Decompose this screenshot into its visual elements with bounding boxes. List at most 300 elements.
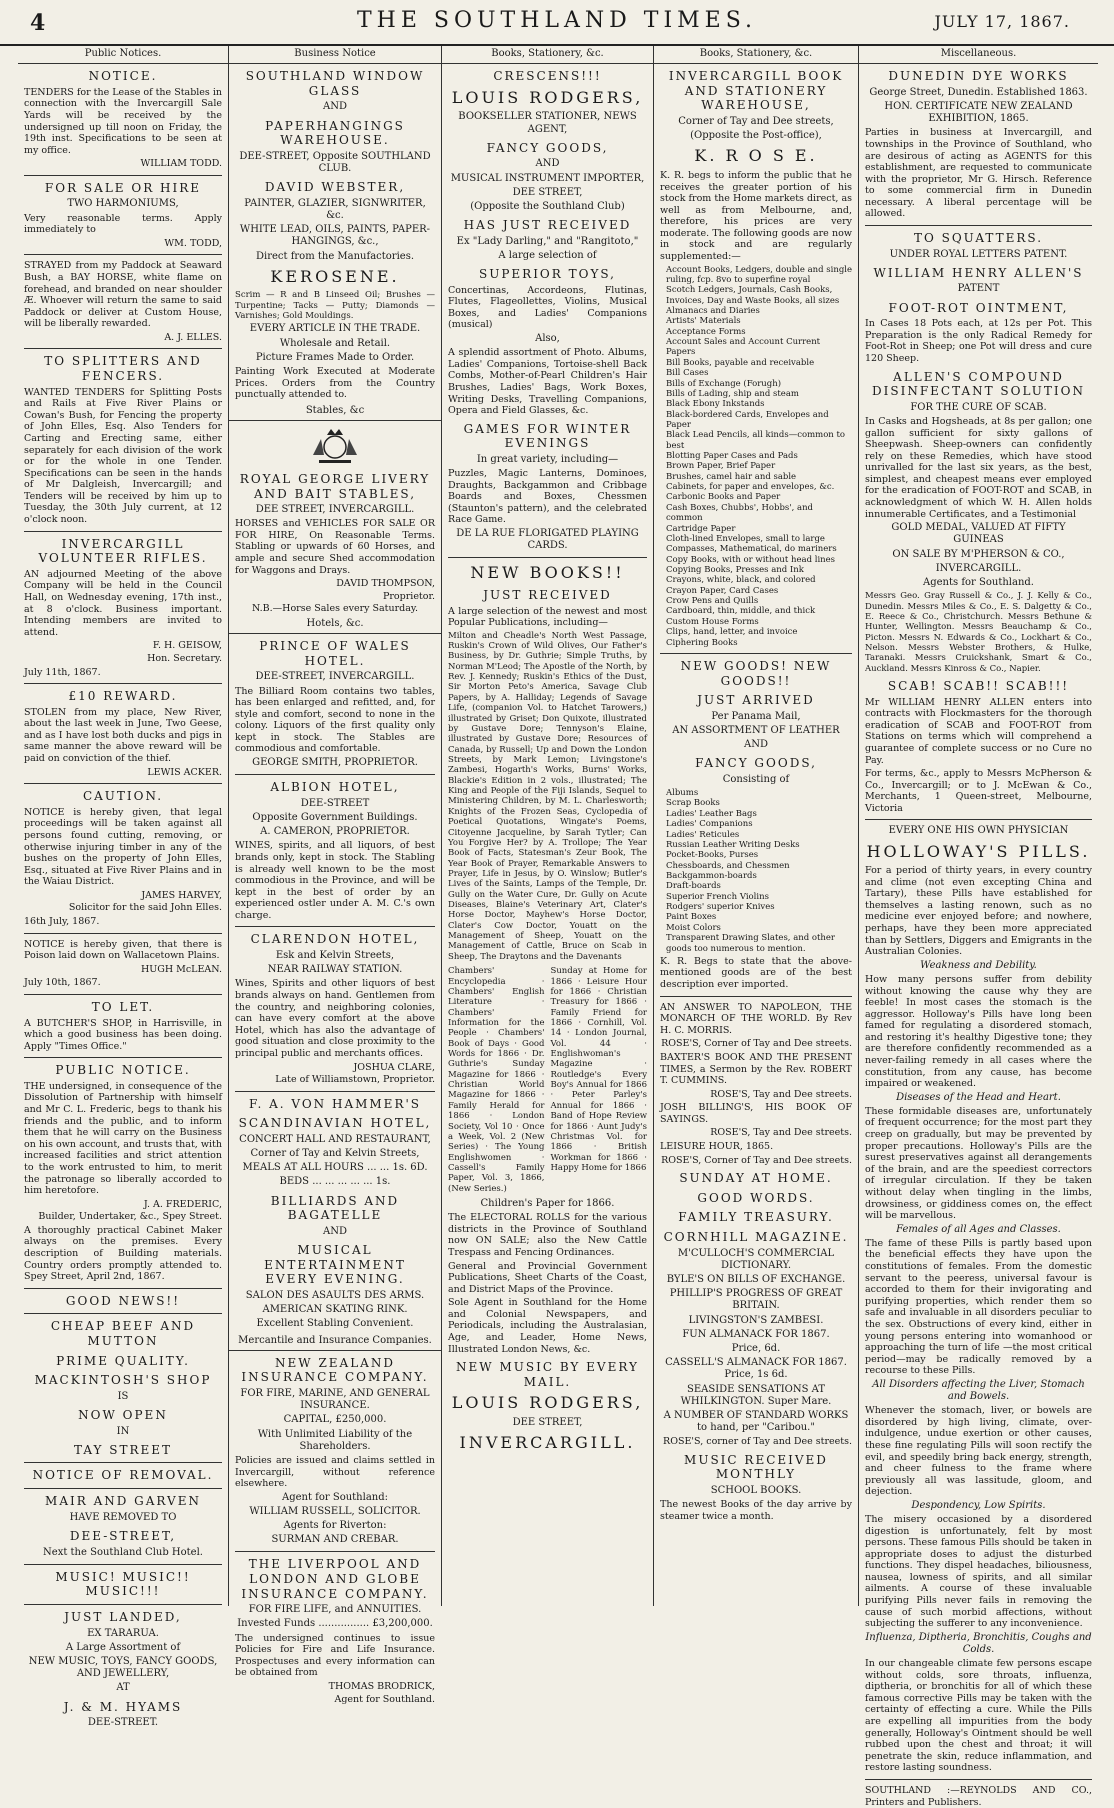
ad-heading: TO SQUATTERS. [913, 231, 1044, 245]
ad-subheading: SCHOOL BOOKS. [710, 1485, 802, 1497]
ad-body: In Casks and Hogsheads, at 8s per gallon; one gallon sufficient for sixty gallons of Sheepwash. Sheep-owners can confidently rely on these Remedies, which have stood unrivalled for the last six years, as the best, simplest, and cheapest means ever employed for the eradication of FOOT-ROT and SCAB, in acknowledgment of which W. H. Allen holds innumerable Certificates, and a Testimonial [865, 416, 1092, 520]
imprint: SOUTHLAND :—REYNOLDS AND CO., Printers and Publishers. [865, 1784, 1092, 1808]
issue-date: JULY 17, 1867. [934, 12, 1070, 31]
ad-heading: DUNEDIN DYE WORKS [888, 69, 1069, 84]
ad-body: NOTICE is hereby given, that legal proceedings will be taken against all persons found cutting, removing, or otherwise injuring timber in any of the bushes on the property of John Elles, Esq., situated at Five River Plains and in the Waiau District. [24, 806, 222, 888]
ad-body: Messrs Geo. Gray Russell & Co., J. J. Kelly & Co., Dunedin. Messrs Miles & Co., E. S. Dalgetty & Co., E. Reece & Co., Christchurch. Messrs Bethune & Hunter, Wellington. Messrs Beauchamp & Co., Picton. Messrs N. Edwards & Co., Lockhart & Co., Nelson. Messrs Webster Brothers, & Hulke, Taranaki. Messrs Cruickshank, Smart & Co., Auckland. Messrs Kinross & Co., Napier. [865, 591, 1092, 674]
list-item: Russian Leather Writing Desks [666, 839, 800, 850]
ad-signature: F. H. GEISOW, [152, 640, 222, 652]
divider [24, 1564, 222, 1565]
newspaper-title: THE SOUTHLAND TIMES. [356, 8, 758, 33]
ad-heading: HOLLOWAY'S PILLS. [866, 841, 1091, 861]
ad-role: Solicitor for the said John Elles. [68, 902, 222, 914]
ad-signature: WILLIAM RUSSELL, SOLICITOR. [249, 1505, 421, 1517]
ad-date: July 11th, 1867. [24, 666, 101, 678]
ad-subheading: Agents for Southland. [923, 576, 1034, 588]
ad-subheading: A large selection of [498, 249, 597, 261]
ad-body: For terms, &c., apply to Messrs McPherson & Co., Invercargill; or to J. McEwan & Co., Merchants, 1 Queen-street, Melbourne, Victoria [865, 768, 1092, 814]
ad-subheading: FOR FIRE LIFE, and ANNUITIES. [248, 1604, 422, 1616]
ad-signature: ROSE'S, Corner of Tay and Dee streets. [661, 1038, 852, 1050]
ad-heading: TO SPLITTERS AND FENCERS. [44, 354, 202, 384]
ad-subheading: A NUMBER OF STANDARD WORKS to hand, per "Caribou." [663, 1409, 849, 1434]
ad-heading: LOUIS RODGERS, [451, 87, 644, 107]
ad-subheading: FOR THE CURE OF SCAB. [910, 401, 1047, 413]
column-heading: Stables, &c [229, 403, 441, 421]
ad-body: The misery occasioned by a disordered digestion is unfortunately, felt by most persons. These famous Pills should be taken in appropriate doses to adjust the disturbed functions. They dispel headaches, biliousness, nausea, lowness of spirits, and all similar ailments. A course of these invaluable purifying Pills never fails in removing the cause of such morbid affections, without subjecting the sufferer to any inconvenience. [865, 1514, 1092, 1630]
ad-signature: J. A. FREDERIC, [143, 1198, 222, 1210]
ad-subheading: George Street, Dunedin. Established 1863. [869, 86, 1088, 98]
ad-signature: HUGH McLEAN. [140, 963, 222, 975]
list-item: Cash Boxes, Chubbs', Hobbs', and common [666, 502, 813, 524]
ad-subheading: Consisting of [722, 773, 790, 785]
ad-heading: SCANDINAVIAN HOTEL, [238, 1116, 432, 1131]
divider [448, 557, 647, 558]
list-item: Ladies' Companions [666, 819, 753, 830]
ad-heading: GOOD NEWS!! [65, 1293, 181, 1308]
ad-subheading: In great variety, including— [476, 453, 619, 465]
list-item: Ciphering Books [666, 637, 738, 648]
ad-body: NOTICE is hereby given, that there is Poison laid down on Wallacetown Plains. [24, 938, 222, 962]
ad-heading: THE LIVERPOOL AND LONDON AND GLOBE INSURANCE COMPANY. [241, 1557, 429, 1601]
ad-body: STOLEN from my place, New River, about the last week in June, Two Geese, and as I have lost both ducks and pigs in same manner the above reward will be paid on conviction of the thief. [24, 706, 222, 765]
ad-signature: THOMAS BRODRICK, [328, 1680, 435, 1692]
ad-subheading: Corner of Tay and Kelvin Streets, [250, 1148, 420, 1160]
ad-body: Policies are issued and claims settled in Invercargill, without reference elsewhere. [235, 1454, 435, 1490]
ad-subheading: AN ASSORTMENT OF LEATHER [672, 724, 840, 736]
ad-heading: HAS JUST RECEIVED [463, 218, 632, 233]
column-heading: Books, Stationery, &c. [654, 46, 858, 64]
ad-subheading: DEE-STREET [300, 797, 370, 809]
ad-body: LEISURE HOUR, 1865. [660, 1140, 774, 1152]
list-item: Compasses, Mathematical, do mariners [666, 544, 837, 555]
divider [235, 1091, 435, 1092]
column-heading: Public Notices. [18, 46, 228, 64]
ad-heading: ALLEN'S COMPOUND DISINFECTANT SOLUTION [872, 369, 1085, 399]
ad-heading: PRINCE OF WALES HOTEL. [259, 639, 411, 668]
ad-subheading: Children's Paper for 1866. [480, 1198, 615, 1210]
divider [24, 348, 222, 349]
ad-heading: ROYAL GEORGE LIVERY AND BAIT STABLES, [239, 471, 431, 501]
ad-price-line: MEALS AT ALL HOURS ... ... 1s. 6D. [242, 1162, 428, 1174]
ad-subheading: Despondency, Low Spirits. [911, 1499, 1046, 1511]
ad-body: Parties in business at Invercargill, and townships in the Province of Southland, who are desirous of acting as AGENTS for this establishment, are requested to communicate with the proprietor, Mr G. Hirsch. Reference to some commercial firm in Dunedin necessary. A liberal percentage will be allowed. [865, 127, 1092, 220]
ad-signature: SURMAN AND CREBAR. [271, 1534, 399, 1546]
column-business-notice [228, 46, 441, 1705]
list-item: Albums [666, 788, 699, 799]
ad-signature: ROSE'S, Tay and Dee streets. [710, 1088, 852, 1100]
ad-heading: MAIR AND GARVEN [45, 1494, 201, 1509]
list-item: Transparent Drawing Slates, and other goods too numerous to mention. [666, 933, 835, 954]
ad-heading: FANCY GOODS, [486, 140, 609, 155]
ad-heading: CHEAP BEEF AND MUTTON [50, 1319, 196, 1348]
ad-body: The undersigned continues to issue Policies for Fire and Life Insurance. Prospectuses and every information can be obtained from [235, 1632, 435, 1679]
ad-body: Puzzles, Magic Lanterns, Dominoes, Draughts, Backgammon and Cribbage Boards and Boxes, Chessmen (Staunton's pattern), and the celebrated Race Game. [448, 468, 647, 526]
ad-subheading: DEE-STREET, Opposite SOUTHLAND CLUB. [239, 150, 431, 175]
divider [24, 933, 222, 934]
list-item: Blotting Paper Cases and Pads [666, 451, 798, 462]
list-item: Acceptance Forms [666, 326, 746, 337]
annuals-right: Sunday at Home for 1866 · Leisure Hour for 1866 · Christian Treasury for 1866 · Family Friend for 1866 · Cornhill, Vol. 14 · London Journal, Vol. 44 · Englishwoman's Magazine · Routledge's Every Boy's Annual for 1866 · Peter Parley's Annual for 1866 · Band of Hope Review for 1866 · Aunt Judy's Christmas Vol. for 1866 · British Workman for 1866 · Happy Home for 1866 [550, 966, 647, 1173]
ad-heading: INVERCARGILL BOOK AND STATIONERY WAREHOUSE, [668, 69, 844, 113]
ad-body: In our changeable climate few persons escape without colds, sore throats, influenza, diptheria, or bronchitis for all of which these famous corrective Pills may be taken with the certainty of effecting a cure. While the Pills are expelling all impurities from the body generally, Holloway's Ointment should be well rubbed upon the chest and throat; it will penetrate the skin, reduce inflammation, and restore lasting soundness. [865, 1658, 1092, 1774]
ad-heading: MUSIC RECEIVED MONTHLY [684, 1452, 828, 1482]
ad-body: WINES, spirits, and all liquors, of best brands only, kept in stock. The Stabling is already well known to be the most commodious in the Province, and will be kept in the best of order by an experienced ostler under A. M. C.'s own charge. [235, 840, 435, 921]
list-item: Custom House Forms [666, 616, 759, 627]
ad-body: STRAYED from my Paddock at Seaward Bush, a BAY HORSE, white flame on forehead, and branded on near shoulder Æ. Whoever will return the same to said Paddock or deliver at Custom House, will be liberally rewarded. [24, 260, 222, 330]
ad-subheading: DE LA RUE FLORIGATED PLAYING CARDS. [456, 528, 639, 552]
ad-subheading: SEASIDE SENSATIONS AT WHILKINGTON. Super Mare. [680, 1383, 832, 1407]
ad-subheading: DEE-STREET. [87, 1717, 159, 1729]
ad-subheading: NEAR RAILWAY STATION. [267, 964, 403, 976]
divider [660, 996, 852, 997]
ad-subheading: UNDER ROYAL LETTERS PATENT. [889, 248, 1068, 260]
ad-price-line: BEDS ... ... ... ... ... 1s. [279, 1176, 391, 1188]
ad-heading: CRESCENS!!! [493, 69, 602, 84]
ad-subheading: HAVE REMOVED TO [69, 1511, 177, 1523]
list-item: Bill Books, payable and receivable [666, 357, 815, 368]
ad-signature: ROSE'S, Tay and Dee streets. [710, 1127, 852, 1139]
divider [24, 531, 222, 532]
ad-subheading: Weakness and Debility. [920, 959, 1037, 971]
ad-subheading: A Large Assortment of [65, 1641, 181, 1653]
ad-subheading: FOR FIRE, MARINE, AND GENERAL INSURANCE. [240, 1387, 430, 1412]
ad-heading: F. A. VON HAMMER'S [248, 1096, 421, 1111]
list-item: Scrap Books [666, 798, 720, 809]
ad-heading: GAMES FOR WINTER EVENINGS [463, 421, 632, 451]
divider [24, 994, 222, 995]
list-item: Draft-boards [666, 881, 721, 892]
ad-body: Wines, Spirits and other liquors of best brands always on hand. Gentlemen from the country, and neighboring colonies, can have every comfort at the above Hotel, which has also the advantage of good situation and close proximity to the principal public and merchants offices. [235, 978, 435, 1059]
ad-signature: INVERCARGILL. [459, 1433, 636, 1453]
ad-heading: SUNDAY AT HOME. [679, 1171, 833, 1186]
masthead [0, 0, 1114, 46]
ad-signature: LEWIS ACKER. [147, 766, 222, 778]
ad-heading: PUBLIC NOTICE. [55, 1063, 191, 1078]
ad-heading: FAMILY TREASURY. [678, 1210, 834, 1225]
list-item: Black Ebony Inkstands [666, 399, 765, 410]
divider [235, 926, 435, 927]
divider [24, 1288, 222, 1289]
ad-signature: DAVID THOMPSON, [336, 578, 435, 590]
ad-body: A splendid assortment of Photo. Albums, Ladies' Companions, Tortoise-shell Back Combs, Mother-of-Pearl Children's Hair Brushes, Ladies' Bags, Work Boxes, Writing Desks, Travelling Companions, Opera and Field Glasses, &c. [448, 347, 647, 417]
ad-date: 16th July, 1867. [24, 916, 100, 928]
ad-connector: AND [323, 101, 347, 113]
list-item: Cardboard, thin, middle, and thick [666, 606, 816, 617]
list-item: Ladies' Reticules [666, 829, 740, 840]
goods-list [660, 788, 852, 954]
ad-heading: MUSIC! MUSIC!! MUSIC!!! [55, 1569, 191, 1599]
ad-heading: NEW GOODS! NEW GOODS!! [680, 658, 832, 688]
ad-heading: SOUTHLAND WINDOW GLASS [245, 69, 425, 98]
ad-subheading: Excellent Stabling Convenient. [256, 1318, 414, 1330]
divider [24, 683, 222, 684]
ad-signature: A. CAMERON, PROPRIETOR. [260, 826, 410, 838]
ad-body: In Cases 18 Pots each, at 12s per Pot. This Preparation is the only Radical Remedy for Foot-Rot in Sheep; one Pot will dress and cure 120 Sheep. [865, 318, 1092, 364]
ad-heading: NOW OPEN [78, 1408, 168, 1423]
ad-connector: AND [323, 1225, 347, 1237]
ad-heading: DAVID WEBSTER, [264, 180, 406, 195]
ad-body: THE undersigned, in consequence of the Dissolution of Partnership with himself and Mr C. L. Frederic, begs to thank his friends and the public, and to inform them that he will carry on the Business on his own account, and trusts that, with increased facilities and strict attention to the work entrusted to him, to merit the patronage so liberally accorded to him heretofore. [24, 1080, 222, 1197]
ad-heading: CORNHILL MAGAZINE. [663, 1230, 849, 1244]
ad-heading: TAY STREET [73, 1442, 173, 1457]
page-number: 4 [30, 10, 46, 36]
ad-heading: £10 REWARD. [68, 689, 178, 704]
ad-subheading: LIVINGSTON'S ZAMBESI. [688, 1314, 824, 1326]
ad-heading: WILLIAM HENRY ALLEN'S [873, 265, 1084, 280]
divider [24, 1057, 222, 1058]
ad-heading: SCAB! SCAB!! SCAB!!! [887, 679, 1070, 694]
list-item: Copy Books, with or without head lines [666, 554, 836, 565]
list-item: Superior French Violins [666, 891, 769, 902]
list-item: Cartridge Paper [666, 523, 736, 534]
ad-subheading: CAPITAL, £250,000. [283, 1414, 387, 1426]
ad-subheading: PHILLIP'S PROGRESS OF GREAT BRITAIN. [669, 1288, 843, 1312]
list-item: Brushes, camel hair and sable [666, 471, 797, 482]
list-item: Crayons, white, black, and colored [666, 575, 816, 586]
ad-subheading: CONCERT HALL AND RESTAURANT, [239, 1133, 431, 1145]
ad-heading: KEROSENE. [270, 266, 400, 286]
ad-subheading: SALON DES ASAULTS DES ARMS. [245, 1289, 425, 1301]
ad-subheading: Ex "Lady Darling," and "Rangitoto," [456, 235, 639, 247]
ad-subheading: MUSICAL INSTRUMENT IMPORTER, [450, 172, 645, 184]
ad-signature: ROSE'S, corner of Tay and Dee streets. [663, 1436, 852, 1448]
ad-role: Late of Williamstown, Proprietor. [275, 1074, 435, 1086]
ad-heading: PAPERHANGINGS WAREHOUSE. [265, 118, 405, 148]
ad-subheading: Diseases of the Head and Heart. [896, 1091, 1061, 1103]
ad-heading: JUST RECEIVED [483, 587, 612, 602]
ad-body: Whenever the stomach, liver, or bowels are disordered by high living, climate, over-indulgence, undue exertion or other causes, these fine regulating Pills will soon rectify the evil, and speedily bring back energy, strength, and cheer fulness to the frame where previously all was lassitude, gloom, and dejection. [865, 1405, 1092, 1498]
list-item: Scotch Ledgers, Journals, Cash Books, Invoices, Day and Waste Books, all sizes [666, 285, 840, 306]
divider [24, 1313, 222, 1314]
ad-subheading: GOLD MEDAL, VALUED AT FIFTY GUINEAS [891, 522, 1066, 546]
column-heading: Books, Stationery, &c. [442, 46, 653, 64]
ad-subheading: Agent for Southland: [281, 1491, 388, 1503]
ad-signature: ROSE'S, Corner of Tay and Dee streets. [661, 1154, 852, 1166]
ad-heading: K. R O S E. [694, 146, 818, 166]
ad-signature: LOUIS RODGERS, [451, 1393, 644, 1413]
ad-subheading: EX TARARUA. [87, 1627, 159, 1639]
ad-subheading: Corner of Tay and Dee streets, [678, 116, 834, 128]
ad-subheading: Direct from the Manufactories. [255, 250, 415, 262]
ad-role: Hon. Secretary. [147, 652, 222, 664]
ad-subheading: M'CULLOCH'S COMMERCIAL DICTIONARY. [677, 1247, 835, 1271]
ad-subheading: (Opposite the Post-office), [690, 130, 822, 142]
ad-body: A large selection of the newest and most Popular Publications, including— [448, 605, 647, 629]
list-item: Artists' Materials [666, 316, 741, 327]
ad-connector: AND [744, 739, 768, 751]
ad-body: AN ANSWER TO NAPOLEON, THE MONARCH OF THE WORLD. By Rev H. C. MORRIS. [660, 1001, 852, 1036]
ad-heading: JUST ARRIVED [697, 693, 815, 708]
ad-subheading: Females of all Ages and Classes. [896, 1223, 1061, 1235]
ad-heading: SUPERIOR TOYS, [478, 267, 616, 282]
ad-role: Builder, Undertaker, &c., Spey Street. [38, 1211, 222, 1223]
ad-signature: WM. TODD, [164, 237, 222, 249]
ad-body: AN adjourned Meeting of the above Company will be held in the Council Hall, on Wednesday evening, 17th inst., at 8 o'clock. Business important. Intending members are invited to attend. [24, 568, 222, 638]
list-item: Rodgers' superior Knives [666, 902, 775, 913]
ad-heading: MACKINTOSH'S SHOP [34, 1373, 212, 1388]
ad-signature: JAMES HARVEY, [141, 889, 222, 901]
list-item: Backgammon-boards [666, 871, 757, 881]
list-item: Carbonic Books and Paper [666, 492, 781, 503]
ad-body: The newest Books of the day arrive by steamer twice a month. [660, 1499, 852, 1522]
ad-date: July 10th, 1867. [24, 977, 101, 989]
ad-subheading: BYLE'S ON BILLS OF EXCHANGE. [666, 1274, 846, 1285]
ad-body: For a period of thirty years, in every country and clime (not even excepting China and Tartary), these Pills have established for themselves a lasting renown, such as no medicine ever enjoyed before; and nowhere, perhaps, have they been more appreciated than by Settlers, Diggers and Emigrants in the Australian Colonies. [865, 865, 1092, 958]
ad-subheading: DEE STREET, [512, 1416, 583, 1428]
ad-heading: NEW MUSIC BY EVERY MAIL. [456, 1360, 639, 1389]
ad-subheading: (Opposite the Southland Club) [470, 200, 625, 212]
ad-body: These formidable diseases are, unfortunately of frequent occurrence; for the most part they creep on gradually, but may be prevented by proper precautions. Holloway's Pills are the surest preservatives against all derangements of the brain, and are the speediest correctors of irregular circulation. If they be taken without delay when tingling in the limbs, drowsiness, or giddiness comes on, the effect will be marvellous. [865, 1105, 1092, 1222]
column-heading: Business Notice [229, 46, 441, 64]
ad-body: Mr WILLIAM HENRY ALLEN enters into contracts with Flockmasters for the thorough eradication of SCAB and FOOT-ROT from Stations on terms which will comprehend a guarantee of complete success or no Cure no Pay. [865, 696, 1092, 766]
ad-body: Painting Work Executed at Moderate Prices. Orders from the Country punctually attended to. [235, 365, 435, 401]
divider [865, 225, 1092, 226]
ad-subheading: NEW MUSIC, TOYS, FANCY GOODS, AND JEWELLERY, [28, 1655, 218, 1680]
list-item: Almanacs and Diaries [666, 306, 760, 317]
ad-body: TENDERS for the Lease of the Stables in connection with the Invercargill Sale Yards will be received by the undersigned up till noon on Friday, the 19th inst. Specifications to be seen at my office. [24, 86, 222, 156]
ad-body: Concertinas, Accordeons, Flutinas, Flutes, Flageollettes, Violins, Musical Boxes, and Ladies' Companions (musical) [448, 284, 647, 331]
ad-heading: ALBION HOTEL, [270, 780, 400, 795]
stock-list [660, 265, 852, 648]
ad-body: K. R. begs to inform the public that he receives the greater portion of his stock from the Home markets direct, as well as from Melbourne, and, therefore, his prices are very moderate. The following goods are now in stock and are regularly supplemented:— [660, 169, 852, 262]
list-item: Crow Pens and Quills [666, 596, 759, 607]
ad-subheading: Influenza, Diptheria, Bronchitis, Coughs and Colds. [865, 1631, 1092, 1655]
list-item: Crayon Paper, Card Cases [666, 585, 779, 596]
list-item: Cloth-lined Envelopes, small to large [666, 533, 825, 544]
ad-signature: A. J. ELLES. [164, 331, 222, 343]
ad-note: N.B.—Horse Sales every Saturday. [251, 603, 419, 615]
ad-heading: DEE-STREET, [69, 1528, 177, 1543]
list-item: Account Books, Ledgers, double and single ruling, fcp. 8vo to superfine royal [666, 264, 853, 285]
ad-heading: NOTICE. [88, 69, 158, 84]
column-heading: Mercantile and Insurance Companies. [229, 1333, 441, 1351]
column-miscellaneous [858, 46, 1098, 1808]
ad-subheading: DEE-STREET, INVERCARGILL. [255, 671, 415, 683]
list-item: Black-bordered Cards, Envelopes and Paper [666, 409, 829, 430]
annuals-left: Chambers' Encyclopedia · Chambers' English Literature · Chambers' Information for the People · Chambers' Book of Days · Good Words for 1866 · Dr. Guthrie's Sunday Magazine for 1866 · Christian World Magazine for 1866 · Family Herald for 1866 · London Society, Vol 10 · Once a Week, Vol. 2 (New Series) · The Young Englishwomen · Cassell's Family Paper, Vol. 3, 1866, (New Series.) [448, 966, 545, 1194]
ad-subheading: Invested Funds ................ £3,200,000. [237, 1618, 433, 1630]
ad-body: General and Provincial Government Publications, Sheet Charts of the Coast, and District Maps of the Province. [448, 1260, 647, 1295]
divider [865, 1779, 1092, 1780]
ad-price-line: Price, 6d. [731, 1342, 781, 1354]
list-item: Moist Colors [666, 922, 721, 933]
ad-body: K. R. Begs to state that the above-mentioned goods are of the best description ever imported. [660, 955, 852, 991]
ad-subheading: With Unlimited Liability of the Shareholders. [257, 1428, 413, 1452]
ad-role: Agent for Southland. [334, 1693, 435, 1705]
ad-subheading: DEE STREET, INVERCARGILL. [255, 504, 415, 516]
ad-heading: FANCY GOODS, [695, 756, 817, 771]
ad-subheading: AMERICAN SKATING RINK. [262, 1304, 408, 1316]
ad-subheading: Esk and Kelvin Streets, [275, 950, 395, 962]
ad-heading: CLARENDON HOTEL, [250, 932, 420, 947]
ad-heading: TO LET. [91, 999, 155, 1014]
list-item: Paint Boxes [666, 912, 717, 923]
ad-body: Sole Agent in Southland for the Home and Colonial Newspapers, and Periodicals, including the Australasian, Age, and Leader, Home News, Illustrated London News, &c. [448, 1297, 647, 1355]
ad-body: JOSH BILLING'S, HIS BOOK OF SAYINGS. [660, 1102, 852, 1125]
ad-role: Proprietor. [383, 590, 435, 602]
column-books-stationery [441, 46, 653, 1606]
ad-body: A BUTCHER'S SHOP, in Harrisville, in which a good business has been doing. Apply "Times Office." [24, 1017, 222, 1052]
divider [24, 783, 222, 784]
ad-subheading: Opposite Government Buildings. [252, 812, 418, 824]
list-item: Ladies' Leather Bags [666, 808, 757, 819]
ad-signature: GEORGE SMITH, PROPRIETOR. [252, 757, 418, 769]
ad-heading: NEW BOOKS!! [470, 563, 625, 583]
ad-connector: IN [116, 1425, 130, 1437]
list-item: Black Lead Pencils, all kinds—common to best [666, 430, 846, 451]
ad-body: HORSES and VEHICLES FOR SALE OR FOR HIRE, On Reasonable Terms. Stabling or upwards of 60 Horses, and ample and secure Shed accommodation for Waggons and Drays. [235, 518, 435, 576]
divider [660, 653, 852, 654]
list-item: Bills of Lading, ship and steam [666, 388, 799, 399]
list-item: Clips, hand, letter, and invoice [666, 627, 798, 638]
ad-body: Scrim — R and B Linseed Oil; Brushes — Turpentine; Tacks — Putty; Diamonds — Varnishes; Gold Mouldings. [235, 290, 435, 322]
ad-subheading: DEE STREET, [512, 186, 583, 198]
ad-subheading: PRIME QUALITY. [56, 1353, 190, 1368]
divider [865, 819, 1092, 820]
ad-subheading: INVERCARGILL. [935, 562, 1022, 574]
ad-subheading: ON SALE BY M'PHERSON & CO., [892, 548, 1065, 560]
ad-subheading: Next the Southland Club Hotel. [43, 1546, 203, 1558]
ad-body: The ELECTORAL ROLLS for the various districts in the Province of Southland now ON SALE; also the New Cattle Trespass and Fencing Ordinances. [448, 1212, 647, 1258]
ad-heading: FOOT-ROT OINTMENT, [888, 300, 1069, 315]
ad-connector: Also, [535, 333, 560, 345]
ad-body: A thoroughly practical Cabinet Maker always on the premises. Every description of Building materials. Country orders promptly attended to. Spey Street, April 2nd, 1867. [24, 1224, 222, 1283]
royal-crest-icon [305, 425, 365, 467]
ad-subheading: CASSELL'S ALMANACK FOR 1867. Price, 1s 6d. [665, 1357, 847, 1381]
ad-body: BAXTER'S BOOK AND THE PRESENT TIMES, a Sermon by the Rev. ROBERT T. CUMMINS. [660, 1051, 852, 1087]
ad-body: WANTED TENDERS for Splitting Posts and Rails at Five River Plains or Cowan's Bush, for Fencing the property of John Elles, Esq. Also Tenders for Carting and Erecting same, either separately for each division of the work or for the whole in one Tender. Specifications can be seen in the hands of Mr Dalgleish, Invercargill; and Tenders will be received by him up to Tuesday, the 30th July current, at 12 o'clock noon. [24, 386, 222, 526]
ad-heading: NEW ZEALAND INSURANCE COMPANY. [241, 1355, 429, 1385]
list-item: Copying Books, Presses and Ink [666, 565, 804, 575]
ad-subheading: Picture Frames Made to Order. [255, 351, 415, 363]
ad-heading: FOR SALE OR HIRE [44, 180, 202, 195]
annuals-table [448, 964, 647, 1196]
ad-heading: JUST LANDED, [64, 1609, 182, 1624]
ad-signature: JOSHUA CLARE, [353, 1061, 435, 1073]
ad-heading: NOTICE OF REMOVAL. [32, 1468, 214, 1483]
ad-signature: WILLIAM TODD. [140, 158, 222, 170]
ad-subheading: WHITE LEAD, OILS, PAINTS, PAPER-HANGINGS, &c., [239, 224, 431, 248]
divider [24, 254, 222, 255]
ad-subheading: Wholesale and Retail. [279, 337, 391, 349]
divider [24, 175, 222, 176]
ad-subheading: All Disorders affecting the Liver, Stomach and Bowels. [872, 1378, 1085, 1402]
divider [24, 1462, 222, 1463]
ad-subheading: Agents for Riverton: [283, 1520, 387, 1532]
divider [235, 774, 435, 775]
ad-body: Milton and Cheadle's North West Passage, Ruskin's Crown of Wild Olives, Our Father's Business, by Dr. Guthrie; Simple Truths, by Norman M'Leod; The Apostle of the North, by Rev. J. Kennedy; Ruskin's Ethics of the Dust, Sir Morton Peto's America, Savage Club Papers, by A. Halliday; Legends of Savage Life, (companion Vol. to Hatchet Tarowers,) illustrated by Griset; Don Quixote, illustrated by Gustave Dore; Tennyson's Elaine, illustrated by Gustave Dore; Resources of Canada, by Russell; Up and Down the London Streets, by Mark Lemon; Livingstone's Zambesi, Hogarth's Works, Burns' Works, Blackie's Edition in 2 vols., illustrated; The King and People of the Fiji Islands, Sequel to Ministering Children, by M. L. Charlesworth; Knights of the Frozen Seas, Cyclopedia of Poetical Quotations, Wingate's Poems, Citoyenne Jacqueline, by Sarah Tytler; Can You Forgive Her? by A. Trollope; The Year Book of Facts, Statesman's Zeur Book, The Year Book of Prayer, Remarkable Answers to Prayer, Life in Jesus, by O. Winslow; Butler's Lives of the Saints, Lamps of the Temple, Dr. Gully on the Water Cure, Dr. Gully on Acute Diseases, Blaine's Veterinary Art, Clater's Horse Doctor, Mayhew's Horse Doctor, Clater's Cow Doctor, Youatt on the Management of Sheep, Youatt on the Management of Cattle, Bruce on Scab in Sheep, The Draytons and the Davenants [448, 630, 647, 962]
list-item: Brown Paper, Brief Paper [666, 461, 776, 472]
ad-heading: J. & M. HYAMS [63, 1699, 183, 1714]
divider [24, 1488, 222, 1489]
ad-heading: GOOD WORDS. [697, 1190, 815, 1205]
divider [24, 1604, 222, 1605]
column-public-notices [18, 46, 228, 1729]
column-heading: Miscellaneous. [859, 46, 1098, 64]
ad-connector: AND [535, 158, 560, 170]
column-heading: Hotels, &c. [229, 616, 441, 634]
ad-subheading: BOOKSELLER STATIONER, NEWS AGENT, [458, 111, 637, 135]
ad-body: Very reasonable terms. Apply immediately to [24, 212, 222, 236]
ad-heading: CAUTION. [82, 789, 164, 804]
ad-heading: MUSICAL ENTERTAINMENT EVERY EVENING. [264, 1243, 406, 1287]
ad-heading: BILLIARDS AND BAGATELLE [270, 1193, 400, 1223]
list-item: Chessboards, and Chessmen [666, 860, 790, 871]
ad-heading: INVERCARGILL VOLUNTEER RIFLES. [38, 536, 208, 566]
ad-body: The fame of these Pills is partly based upon the beneficial effects they have upon the constitutions of females. From the domestic servant to the peeress, universal favour is accorded to them for their invigorating and purifying properties, which render them so safe and invaluable in all disorders peculiar to the sex. Obstructions of every kind, either in young persons entering into womanhood or approaching the turn of life —the most critical period—may be radically removed by a recourse to these Pills. [865, 1237, 1092, 1377]
ad-subheading: EVERY ARTICLE IN THE TRADE. [249, 323, 421, 335]
ad-subheading: PATENT [957, 283, 1000, 295]
